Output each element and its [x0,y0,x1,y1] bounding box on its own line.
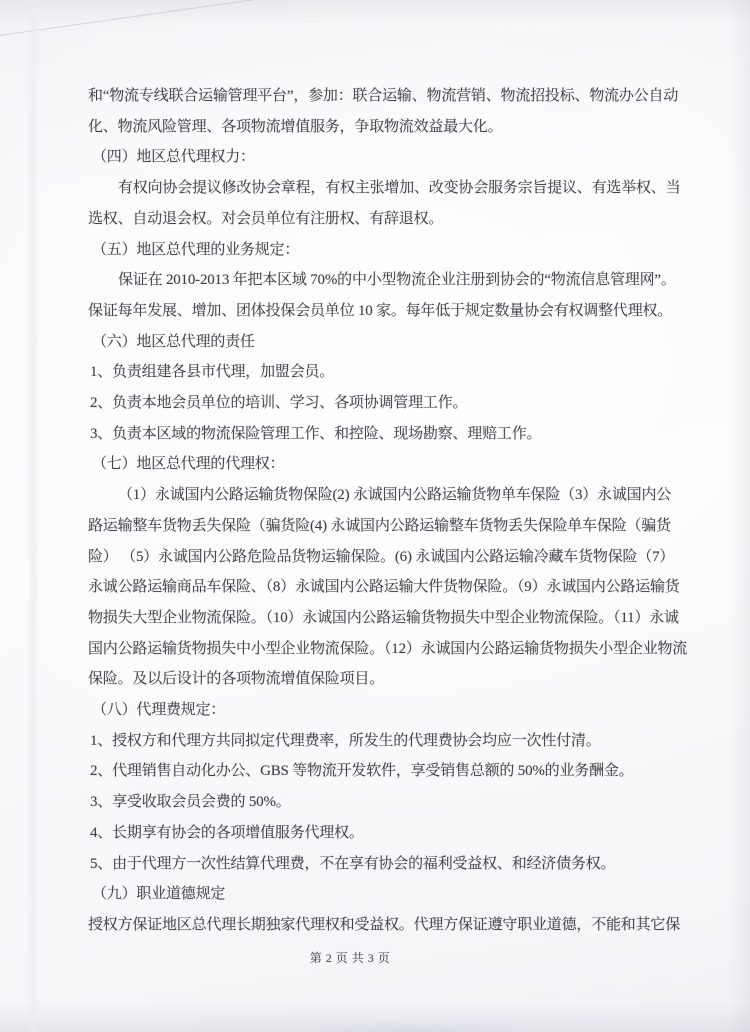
page-number-footer: 第 2 页 共 3 页 [309,951,391,965]
scan-smudge [250,998,570,1032]
document-line: 保证每年发展、增加、团体投保会员单位 10 家。每年低于规定数量协会有权调整代理权。 [88,302,673,319]
document-line: 2、负责本地会员单位的培训、学习、各项协调管理工作。 [90,395,468,412]
scan-edge-shadow-top [0,0,750,26]
document-line: （1）永诚国内公路运输货物保险(2) 永诚国内公路运输货物单车保险（3）永诚国内公 [118,487,672,504]
paper-crease [0,0,269,40]
document-line: 和“物流专线联合运输管理平台”，参加：联合运输、物流营销、物流招投标、物流办公自动 [88,88,679,104]
document-line: 化、物流风险管理、各项物流增值服务，争取物流效益最大化。 [88,118,503,135]
document-line: 国内公路运输货物损失中小型企业物流保险。（12）永诚国内公路运输货物损失小型企业物流 [88,640,688,657]
document-lines [88,81,716,941]
scan-streak [26,0,40,1032]
scan-edge-shadow-right [728,0,750,1032]
document-line: 2、代理销售自动化办公、GBS 等物流开发软件，享受销售总额的 50%的业务酬金。 [90,763,634,780]
document-line: （五）地区总代理的业务规定： [92,241,300,258]
document-line: 选权、自动退会权。对会员单位有注册权、有辞退权。 [88,210,444,227]
document-line: 险） （5）永诚国内公路危险品货物运输保险。(6) 永诚国内公路运输冷藏车货物保险（7） [88,548,675,565]
document-line: （六）地区总代理的责任 [92,333,255,350]
document-line: （四）地区总代理权力： [92,149,255,166]
document-line: 1、负责组建各县市代理，加盟会员。 [90,364,335,381]
document-line: 4、长期享有协会的各项增值服务代理权。 [90,824,364,841]
document-line: 3、享受收取会员会费的 50%。 [90,794,291,811]
document-line: 保险。及以后设计的各项物流增值保险项目。 [88,671,385,688]
document-line: 保证在 2010-2013 年把本区域 70%的中小型物流企业注册到协会的“物流信息管理网”。 [118,272,676,289]
document-line: 永诚公路运输商品车保险、（8）永诚国内公路运输大件货物保险。（9）永诚国内公路运输货 [88,579,680,596]
document-line: （九）职业道德规定 [92,886,226,903]
document-line: 有权向协会提议修改协会章程，有权主张增加、改变协会服务宗旨提议、有选举权、当 [118,180,681,197]
document-line: 物损失大型企业物流保险。（10）永诚国内公路运输货物损失中型企业物流保险。（11）永诚 [88,609,679,626]
document-line: （八）代理费规定： [92,702,226,719]
scan-edge-shadow-bottom [0,1002,750,1032]
document-line: 授权方保证地区总代理长期独家代理权和受益权。代理方保证遵守职业道德，不能和其它保 [88,916,681,933]
document-line: 3、负责本区域的物流保险管理工作、和控险、现场勘察、理赔工作。 [90,425,542,442]
document-line: 5、由于代理方一次性结算代理费，不在享有协会的福利受益权、和经济债务权。 [90,855,616,872]
document-line: （七）地区总代理的代理权： [92,456,285,473]
document-line: 路运输整车货物丢失保险（骗货险(4) 永诚国内公路运输整车货物丢失保险单车保险（骗货 [88,517,671,534]
document-line: 1、授权方和代理方共同拟定代理费率，所发生的代理费协会均应一次性付清。 [90,732,601,749]
